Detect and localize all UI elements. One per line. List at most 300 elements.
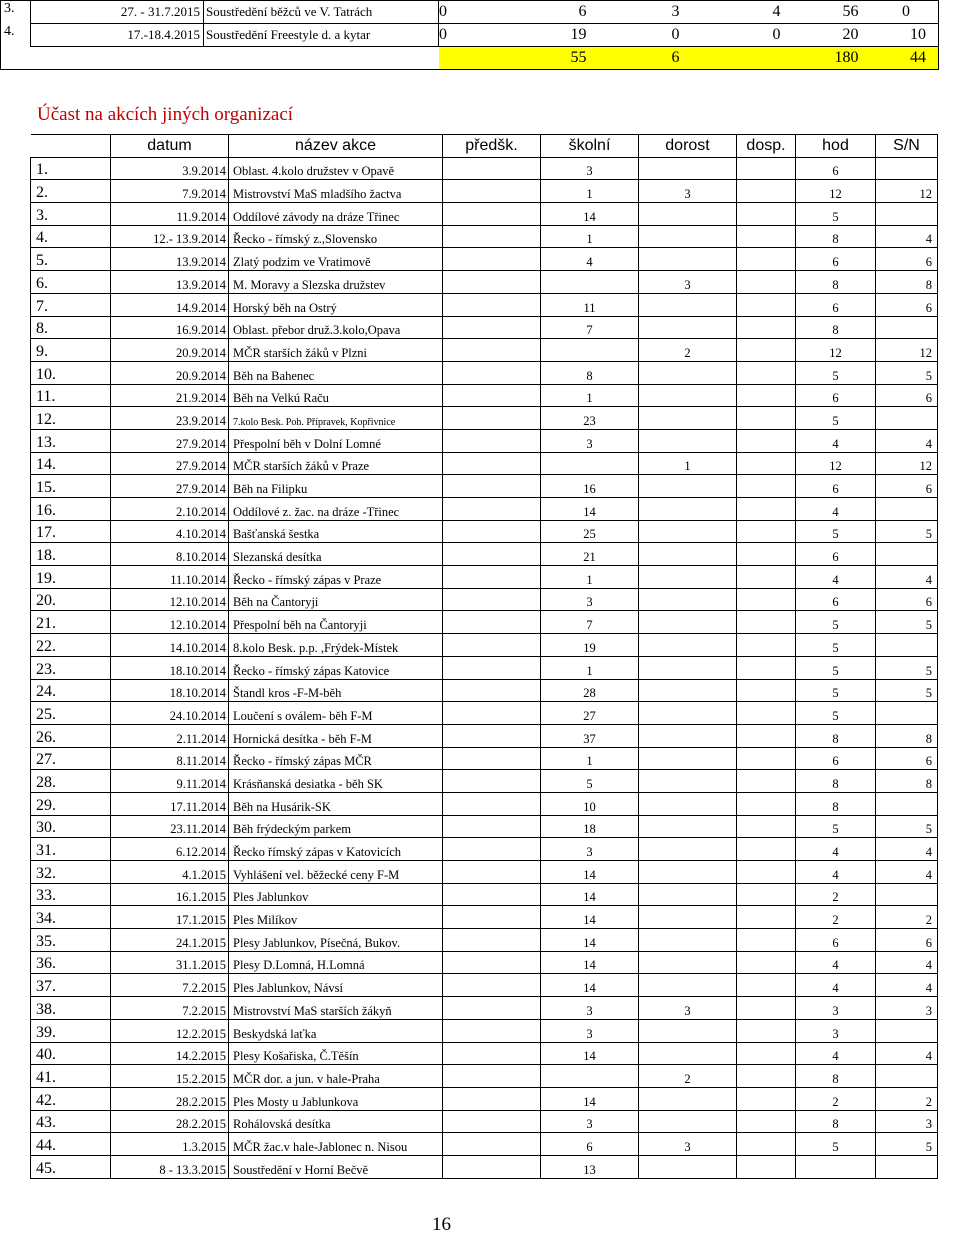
row-dorost bbox=[639, 157, 737, 180]
page-number: 16 bbox=[432, 1214, 451, 1235]
row-dorost bbox=[639, 838, 737, 861]
table-row bbox=[31, 702, 938, 725]
row-predsk bbox=[443, 1155, 541, 1178]
row-number: 19. bbox=[31, 566, 111, 589]
row-sn: 6 bbox=[876, 588, 938, 611]
row-skolni bbox=[541, 452, 639, 475]
row-event: M. Moravy a Slezska družstev bbox=[229, 271, 443, 294]
row-dorost bbox=[639, 520, 737, 543]
row-skolni: 14 bbox=[541, 498, 639, 521]
row-sn: 8 bbox=[876, 271, 938, 294]
row-hod: 12 bbox=[796, 180, 876, 203]
row-skolni: 1 bbox=[541, 656, 639, 679]
row-number: 3. bbox=[31, 203, 111, 226]
row-predsk bbox=[443, 520, 541, 543]
row-sn: 12 bbox=[876, 339, 938, 362]
row-number: 28. bbox=[31, 770, 111, 793]
row-predsk bbox=[443, 248, 541, 271]
row-date: 7.2.2015 bbox=[111, 974, 229, 997]
row-event: Ples Milíkov bbox=[229, 906, 443, 929]
row-dosp bbox=[737, 543, 796, 566]
row-dorost bbox=[639, 1110, 737, 1133]
row-sn: 6 bbox=[876, 475, 938, 498]
row-event: Vyhlášení vel. běžecké ceny F-M bbox=[229, 861, 443, 884]
row-number: 35. bbox=[31, 929, 111, 952]
row-number: 29. bbox=[31, 792, 111, 815]
row-sn: 5 bbox=[876, 656, 938, 679]
row-dosp bbox=[737, 747, 796, 770]
table-row bbox=[31, 203, 938, 226]
table-row bbox=[31, 679, 938, 702]
row-event: Slezanská desítka bbox=[229, 543, 443, 566]
row-dosp bbox=[737, 656, 796, 679]
row-date: 8 - 13.3.2015 bbox=[111, 1155, 229, 1178]
row-skolni: 28 bbox=[541, 679, 639, 702]
row-hod: 2 bbox=[796, 906, 876, 929]
row-predsk bbox=[443, 293, 541, 316]
row-hod: 8 bbox=[796, 1065, 876, 1088]
row-dorost: 2 bbox=[639, 1065, 737, 1088]
row-predsk bbox=[443, 225, 541, 248]
row-number: 5. bbox=[31, 248, 111, 271]
row-dosp bbox=[737, 997, 796, 1020]
row-date: 11.9.2014 bbox=[111, 203, 229, 226]
row-date: 1.3.2015 bbox=[111, 1133, 229, 1156]
row-date: 14.10.2014 bbox=[111, 634, 229, 657]
row-dosp bbox=[737, 929, 796, 952]
row-skolni: 3 bbox=[541, 588, 639, 611]
row-number: 45. bbox=[31, 1155, 111, 1178]
row-date: 2.10.2014 bbox=[111, 498, 229, 521]
row-skolni: 14 bbox=[541, 951, 639, 974]
row-number: 9. bbox=[31, 339, 111, 362]
row-date: 16.9.2014 bbox=[111, 316, 229, 339]
row-number: 30. bbox=[31, 815, 111, 838]
row-dosp bbox=[737, 361, 796, 384]
row-number: 42. bbox=[31, 1087, 111, 1110]
header-datum: datum bbox=[111, 135, 229, 158]
row-predsk bbox=[443, 1019, 541, 1042]
row-date: 12.2.2015 bbox=[111, 1019, 229, 1042]
row-hod: 5 bbox=[796, 815, 876, 838]
row-sn: 4 bbox=[876, 566, 938, 589]
row-event: Řecko - římský z.,Slovensko bbox=[229, 225, 443, 248]
row-sn: 12 bbox=[876, 180, 938, 203]
row-dorost bbox=[639, 1087, 737, 1110]
row-skolni: 14 bbox=[541, 906, 639, 929]
row-date: 6.12.2014 bbox=[111, 838, 229, 861]
row-date: 7.2.2015 bbox=[111, 997, 229, 1020]
row-predsk bbox=[443, 747, 541, 770]
row-skolni: 3 bbox=[541, 1019, 639, 1042]
row-hod: 5 bbox=[796, 1133, 876, 1156]
row-skolni: 14 bbox=[541, 861, 639, 884]
table-row bbox=[31, 997, 938, 1020]
row-date: 18.10.2014 bbox=[111, 679, 229, 702]
table-row bbox=[31, 316, 938, 339]
row-number: 27. bbox=[31, 747, 111, 770]
row-dorost: 3 bbox=[639, 180, 737, 203]
row-hod: 12 bbox=[796, 339, 876, 362]
row-event: Beskydská laťka bbox=[229, 1019, 443, 1042]
row-hod: 5 bbox=[796, 203, 876, 226]
row-hod: 8 bbox=[796, 225, 876, 248]
row-sn: 3 bbox=[876, 1110, 938, 1133]
row-hod: 4 bbox=[796, 974, 876, 997]
table-row bbox=[31, 815, 938, 838]
row-date: 17.11.2014 bbox=[111, 792, 229, 815]
row-dorost: 1 bbox=[639, 452, 737, 475]
row-dosp bbox=[737, 838, 796, 861]
row-date: 18.10.2014 bbox=[111, 656, 229, 679]
row-dorost bbox=[639, 543, 737, 566]
row-event: Plesy D.Lomná, H.Lomná bbox=[229, 951, 443, 974]
row-skolni: 3 bbox=[541, 838, 639, 861]
row-number: 36. bbox=[31, 951, 111, 974]
total-value: 55 bbox=[504, 47, 599, 70]
table-row bbox=[31, 929, 938, 952]
table-row bbox=[31, 792, 938, 815]
row-event: MČR starších žáků v Praze bbox=[229, 452, 443, 475]
row-sn: 5 bbox=[876, 679, 938, 702]
row-dosp bbox=[737, 679, 796, 702]
row-sn: 2 bbox=[876, 906, 938, 929]
row-skolni: 8 bbox=[541, 361, 639, 384]
row-dosp bbox=[737, 339, 796, 362]
row-date: 17.1.2015 bbox=[111, 906, 229, 929]
row-sn bbox=[876, 634, 938, 657]
row-date: 12.10.2014 bbox=[111, 611, 229, 634]
section-heading: Účast na akcích jiných organizací bbox=[37, 104, 294, 125]
table-row bbox=[31, 656, 938, 679]
table-row bbox=[31, 1087, 938, 1110]
row-hod: 3 bbox=[796, 997, 876, 1020]
row-event: Horský běh na Ostrý bbox=[229, 293, 443, 316]
row-sn bbox=[876, 792, 938, 815]
row-dorost bbox=[639, 248, 737, 271]
row-dosp bbox=[737, 157, 796, 180]
row-number: 12. bbox=[31, 407, 111, 430]
row-event: MČR starších žáků v Plzni bbox=[229, 339, 443, 362]
table-row bbox=[31, 180, 938, 203]
row-dorost bbox=[639, 679, 737, 702]
row-skolni: 18 bbox=[541, 815, 639, 838]
row-predsk bbox=[443, 929, 541, 952]
row-number: 8. bbox=[31, 316, 111, 339]
table-row bbox=[31, 747, 938, 770]
row-date: 4.10.2014 bbox=[111, 520, 229, 543]
row-dosp bbox=[737, 906, 796, 929]
row-dorost bbox=[639, 1155, 737, 1178]
row-dorost bbox=[639, 883, 737, 906]
table-row bbox=[31, 861, 938, 884]
row-hod: 3 bbox=[796, 1019, 876, 1042]
table-row bbox=[31, 543, 938, 566]
table-row bbox=[31, 1155, 938, 1178]
row-skolni: 4 bbox=[541, 248, 639, 271]
row-hod: 5 bbox=[796, 702, 876, 725]
top-row bbox=[1, 24, 939, 47]
row-number: 34. bbox=[31, 906, 111, 929]
table-row bbox=[31, 429, 938, 452]
row-dorost bbox=[639, 384, 737, 407]
row-skolni bbox=[541, 271, 639, 294]
row-sn bbox=[876, 203, 938, 226]
row-dorost bbox=[639, 203, 737, 226]
header-skolni: školní bbox=[541, 135, 639, 158]
row-number: 39. bbox=[31, 1019, 111, 1042]
row-hod: 5 bbox=[796, 656, 876, 679]
row-sn: 4 bbox=[876, 974, 938, 997]
row-sn: 8 bbox=[876, 770, 938, 793]
row-date: 8.10.2014 bbox=[111, 543, 229, 566]
row-hod: 8 bbox=[796, 770, 876, 793]
row-dosp bbox=[737, 407, 796, 430]
row-event: Oddílové závody na dráze Třinec bbox=[229, 203, 443, 226]
row-event: Běh na Velkú Raču bbox=[229, 384, 443, 407]
row-date: 12.10.2014 bbox=[111, 588, 229, 611]
row-sn: 4 bbox=[876, 861, 938, 884]
row-predsk bbox=[443, 1110, 541, 1133]
row-date: 2.11.2014 bbox=[111, 724, 229, 747]
row-dosp bbox=[737, 452, 796, 475]
row-skolni: 14 bbox=[541, 929, 639, 952]
table-row bbox=[31, 951, 938, 974]
row-predsk bbox=[443, 271, 541, 294]
row-dorost bbox=[639, 293, 737, 316]
row-dorost bbox=[639, 634, 737, 657]
row-event: Soustředění Freestyle d. a kytar bbox=[204, 24, 439, 47]
row-dorost bbox=[639, 407, 737, 430]
row-skolni bbox=[541, 1065, 639, 1088]
events-table bbox=[30, 134, 938, 1179]
table-row bbox=[31, 225, 938, 248]
row-dosp bbox=[737, 475, 796, 498]
row-dosp bbox=[737, 792, 796, 815]
row-number: 38. bbox=[31, 997, 111, 1020]
row-dosp bbox=[737, 634, 796, 657]
row-event: Krásňanská desiatka - běh SK bbox=[229, 770, 443, 793]
row-hod: 5 bbox=[796, 679, 876, 702]
row-event: Běh na Bahenec bbox=[229, 361, 443, 384]
row-dorost bbox=[639, 792, 737, 815]
row-date: 23.9.2014 bbox=[111, 407, 229, 430]
row-date: 24.1.2015 bbox=[111, 929, 229, 952]
row-event: Bašťanská šestka bbox=[229, 520, 443, 543]
row-date: 7.9.2014 bbox=[111, 180, 229, 203]
row-date: 13.9.2014 bbox=[111, 271, 229, 294]
row-hod: 6 bbox=[796, 384, 876, 407]
row-event: Loučení s oválem- běh F-M bbox=[229, 702, 443, 725]
row-hod: 4 bbox=[796, 861, 876, 884]
row-event: Mistrovství MaS mladšího žactva bbox=[229, 180, 443, 203]
row-event: Rohálovská desítka bbox=[229, 1110, 443, 1133]
row-dosp bbox=[737, 974, 796, 997]
row-number: 13. bbox=[31, 429, 111, 452]
row-predsk bbox=[443, 339, 541, 362]
row-hod: 2 bbox=[796, 883, 876, 906]
row-date: 27. - 31.7.2015 bbox=[31, 1, 204, 24]
row-number: 25. bbox=[31, 702, 111, 725]
total-value: 6 bbox=[599, 47, 694, 70]
row-dosp bbox=[737, 815, 796, 838]
row-predsk bbox=[443, 384, 541, 407]
table-row bbox=[31, 1065, 938, 1088]
row-sn: 6 bbox=[876, 384, 938, 407]
row-skolni: 25 bbox=[541, 520, 639, 543]
row-dosp bbox=[737, 588, 796, 611]
row-event: Oblast. 4.kolo družstev v Opavě bbox=[229, 157, 443, 180]
row-dosp bbox=[737, 180, 796, 203]
row-hod: 5 bbox=[796, 407, 876, 430]
row-dorost bbox=[639, 361, 737, 384]
row-predsk bbox=[443, 316, 541, 339]
table-row bbox=[31, 157, 938, 180]
table-row bbox=[31, 407, 938, 430]
row-number: 16. bbox=[31, 498, 111, 521]
row-date: 28.2.2015 bbox=[111, 1110, 229, 1133]
row-predsk bbox=[443, 656, 541, 679]
row-date: 13.9.2014 bbox=[111, 248, 229, 271]
total-value: 44 bbox=[869, 47, 939, 70]
row-predsk bbox=[443, 883, 541, 906]
row-predsk bbox=[443, 974, 541, 997]
row-number: 20. bbox=[31, 588, 111, 611]
row-sn: 4 bbox=[876, 951, 938, 974]
row-number: 3. bbox=[1, 1, 31, 24]
row-skolni: 14 bbox=[541, 203, 639, 226]
row-date: 28.2.2015 bbox=[111, 1087, 229, 1110]
row-event: Štandl kros -F-M-běh bbox=[229, 679, 443, 702]
row-event: 7.kolo Besk. Poh. Přípravek, Kopřivnice bbox=[229, 407, 443, 430]
top-row bbox=[1, 1, 939, 24]
row-date: 20.9.2014 bbox=[111, 361, 229, 384]
row-sn: 4 bbox=[876, 225, 938, 248]
table-row bbox=[31, 248, 938, 271]
row-hod bbox=[796, 1155, 876, 1178]
row-hod: 4 bbox=[796, 429, 876, 452]
row-number: 2. bbox=[31, 180, 111, 203]
row-predsk bbox=[443, 724, 541, 747]
row-dosp bbox=[737, 271, 796, 294]
row-sn bbox=[876, 883, 938, 906]
row-skolni: 5 bbox=[541, 770, 639, 793]
row-dosp bbox=[737, 1065, 796, 1088]
header-blank bbox=[31, 135, 111, 158]
row-skolni: 7 bbox=[541, 611, 639, 634]
row-predsk bbox=[443, 203, 541, 226]
row-event: Oblast. přebor druž.3.kolo,Opava bbox=[229, 316, 443, 339]
row-skolni: 11 bbox=[541, 293, 639, 316]
row-date: 15.2.2015 bbox=[111, 1065, 229, 1088]
table-row bbox=[31, 883, 938, 906]
row-predsk bbox=[443, 1133, 541, 1156]
row-date: 31.1.2015 bbox=[111, 951, 229, 974]
row-number: 43. bbox=[31, 1110, 111, 1133]
row-dorost bbox=[639, 974, 737, 997]
row-dosp bbox=[737, 861, 796, 884]
row-dosp bbox=[737, 316, 796, 339]
row-predsk bbox=[443, 702, 541, 725]
row-event: Oddílové z. žac. na dráze -Třinec bbox=[229, 498, 443, 521]
row-dorost bbox=[639, 1042, 737, 1065]
row-hod: 4 bbox=[796, 838, 876, 861]
row-dorost bbox=[639, 588, 737, 611]
row-predsk bbox=[443, 475, 541, 498]
header-hod: hod bbox=[796, 135, 876, 158]
row-dorost bbox=[639, 747, 737, 770]
row-predsk bbox=[443, 997, 541, 1020]
row-dorost: 3 bbox=[639, 271, 737, 294]
totals-row bbox=[1, 47, 939, 70]
table-row bbox=[31, 339, 938, 362]
row-predsk bbox=[443, 770, 541, 793]
row-dosp bbox=[737, 384, 796, 407]
row-sn: 4 bbox=[876, 429, 938, 452]
row-hod: 5 bbox=[796, 520, 876, 543]
header-dorost: dorost bbox=[639, 135, 737, 158]
table-row bbox=[31, 770, 938, 793]
row-predsk bbox=[443, 861, 541, 884]
table-row bbox=[31, 1110, 938, 1133]
row-number: 4. bbox=[31, 225, 111, 248]
row-number: 31. bbox=[31, 838, 111, 861]
row-hod: 6 bbox=[796, 248, 876, 271]
header-nazev: název akce bbox=[229, 135, 443, 158]
row-dosp bbox=[737, 883, 796, 906]
row-predsk bbox=[443, 566, 541, 589]
row-number: 15. bbox=[31, 475, 111, 498]
row-hod: 6 bbox=[796, 588, 876, 611]
row-number: 10. bbox=[31, 361, 111, 384]
row-sn: 8 bbox=[876, 724, 938, 747]
row-dorost: 2 bbox=[639, 339, 737, 362]
row-predsk bbox=[443, 1065, 541, 1088]
row-dosp bbox=[737, 951, 796, 974]
row-hod: 4 bbox=[796, 951, 876, 974]
table-row bbox=[31, 588, 938, 611]
row-skolni: 16 bbox=[541, 475, 639, 498]
row-sn: 6 bbox=[876, 929, 938, 952]
row-date: 11.10.2014 bbox=[111, 566, 229, 589]
row-number: 44. bbox=[31, 1133, 111, 1156]
table-row bbox=[31, 384, 938, 407]
row-event: Ples Jablunkov bbox=[229, 883, 443, 906]
row-dorost: 3 bbox=[639, 997, 737, 1020]
row-hod: 6 bbox=[796, 543, 876, 566]
row-dosp bbox=[737, 724, 796, 747]
row-sn bbox=[876, 1019, 938, 1042]
row-date: 9.11.2014 bbox=[111, 770, 229, 793]
row-hod: 6 bbox=[796, 157, 876, 180]
row-date: 27.9.2014 bbox=[111, 452, 229, 475]
table-row bbox=[31, 838, 938, 861]
row-dosp bbox=[737, 1110, 796, 1133]
row-sn: 4 bbox=[876, 1042, 938, 1065]
row-sn bbox=[876, 702, 938, 725]
row-dosp bbox=[737, 1042, 796, 1065]
row-skolni: 37 bbox=[541, 724, 639, 747]
row-value: 0 bbox=[439, 1, 504, 24]
row-number: 14. bbox=[31, 452, 111, 475]
row-hod: 8 bbox=[796, 792, 876, 815]
table-row bbox=[31, 452, 938, 475]
row-hod: 5 bbox=[796, 634, 876, 657]
row-event: Zlatý podzim ve Vratimově bbox=[229, 248, 443, 271]
row-value: 10 bbox=[869, 24, 939, 47]
row-predsk bbox=[443, 157, 541, 180]
row-date: 17.-18.4.2015 bbox=[31, 24, 204, 47]
